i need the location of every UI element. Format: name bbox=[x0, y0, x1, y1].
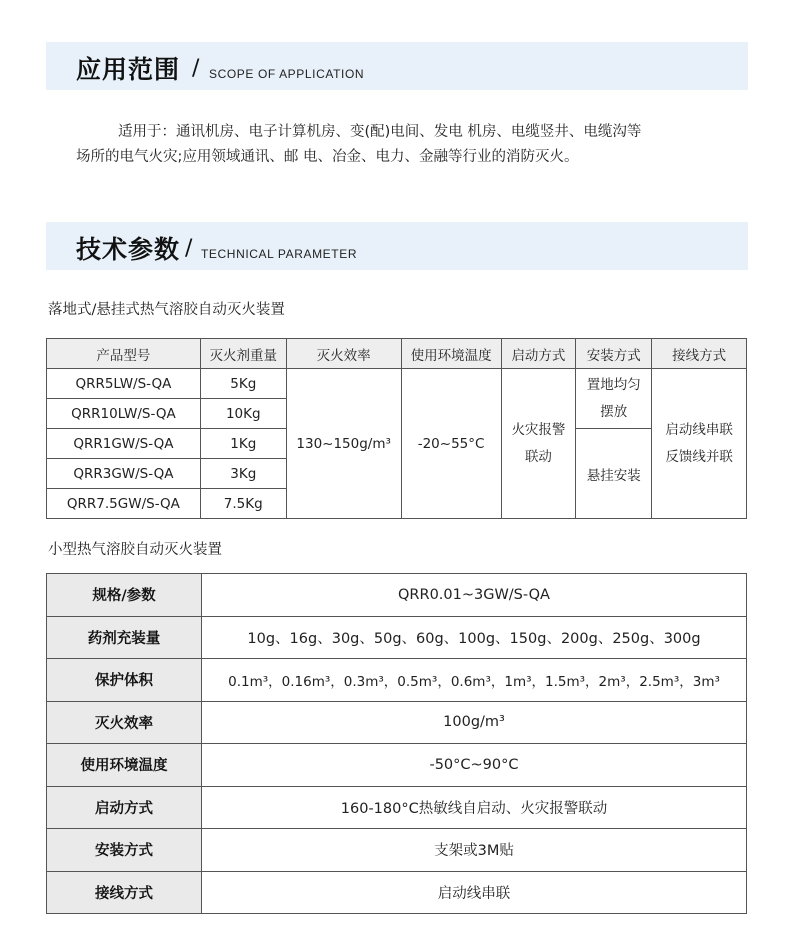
param-value: 0.1m³，0.16m³，0.3m³，0.5m³，0.6m³，1m³，1.5m³，2m³，2.5m³，3m³ bbox=[202, 659, 747, 702]
param-label: 保护体积 bbox=[47, 659, 202, 702]
model-cell: QRR3GW/S-QA bbox=[47, 459, 201, 489]
scope-line-1: 适用于：通讯机房、电子计算机房、变(配)电间、发电 机房、电缆竖井、电缆沟等 bbox=[118, 124, 642, 140]
param-label: 安装方式 bbox=[47, 829, 202, 872]
section-header-technical bbox=[46, 222, 748, 270]
title-separator: / bbox=[185, 236, 193, 261]
title-separator: / bbox=[192, 56, 200, 81]
start-mode-line: 火灾报警 bbox=[511, 421, 566, 438]
param-value: -50°C~90°C bbox=[202, 744, 747, 787]
start-mode-cell bbox=[501, 369, 576, 519]
table-row bbox=[47, 616, 747, 659]
wiring-line: 反馈线并联 bbox=[665, 448, 733, 465]
start-mode-line: 联动 bbox=[524, 448, 552, 465]
header-cell: 灭火效率 bbox=[286, 339, 401, 369]
model-cell: QRR1GW/S-QA bbox=[47, 429, 201, 459]
table2-caption: 小型热气溶胶自动灭火装置 bbox=[48, 542, 222, 558]
scope-line-2: 场所的电气火灾;应用领域通讯、邮 电、冶金、电力、金融等行业的消防灭火。 bbox=[76, 149, 579, 165]
install-hanging-cell: 悬挂安装 bbox=[576, 429, 652, 519]
header-cell: 接线方式 bbox=[652, 339, 747, 369]
wiring-cell bbox=[652, 369, 747, 519]
header-cell: 安装方式 bbox=[576, 339, 652, 369]
section-header-scope bbox=[46, 42, 748, 90]
header-cell: 产品型号 bbox=[47, 339, 201, 369]
section-title: 应用范围 bbox=[76, 55, 181, 84]
weight-cell: 7.5Kg bbox=[200, 489, 286, 519]
install-floor-cell bbox=[576, 369, 652, 429]
table-row bbox=[47, 659, 747, 702]
param-label: 规格/参数 bbox=[47, 574, 202, 617]
table-row bbox=[47, 786, 747, 829]
temperature-cell: -20~55°C bbox=[401, 369, 501, 519]
table-row bbox=[47, 744, 747, 787]
table-row bbox=[47, 574, 747, 617]
weight-cell: 1Kg bbox=[200, 429, 286, 459]
scope-paragraph bbox=[78, 120, 738, 170]
table-row bbox=[47, 829, 747, 872]
table-row bbox=[47, 701, 747, 744]
section-subtitle: SCOPE OF APPLICATION bbox=[209, 67, 365, 81]
param-label: 启动方式 bbox=[47, 786, 202, 829]
model-cell: QRR10LW/S-QA bbox=[47, 399, 201, 429]
param-label: 药剂充装量 bbox=[47, 616, 202, 659]
table1-caption: 落地式/悬挂式热气溶胶自动灭火装置 bbox=[48, 302, 285, 318]
param-value: 160-180°C热敏线自启动、火灾报警联动 bbox=[202, 786, 747, 829]
header-cell: 使用环境温度 bbox=[401, 339, 501, 369]
spec-table-floor-hanging bbox=[46, 338, 747, 519]
weight-cell: 10Kg bbox=[200, 399, 286, 429]
model-cell: QRR7.5GW/S-QA bbox=[47, 489, 201, 519]
param-label: 灭火效率 bbox=[47, 701, 202, 744]
table-header-row bbox=[47, 339, 747, 369]
header-cell: 灭火剂重量 bbox=[200, 339, 286, 369]
header-cell: 启动方式 bbox=[501, 339, 576, 369]
spec-table-small bbox=[46, 573, 747, 914]
param-value: 10g、16g、30g、50g、60g、100g、150g、200g、250g、300g bbox=[202, 616, 747, 659]
model-cell: QRR5LW/S-QA bbox=[47, 369, 201, 399]
table-row bbox=[47, 369, 747, 399]
install-line: 置地均匀 bbox=[586, 376, 641, 393]
param-value: 启动线串联 bbox=[202, 871, 747, 914]
param-value: QRR0.01~3GW/S-QA bbox=[202, 574, 747, 617]
wiring-line: 启动线串联 bbox=[665, 421, 733, 438]
weight-cell: 3Kg bbox=[200, 459, 286, 489]
table-row bbox=[47, 871, 747, 914]
section-subtitle: TECHNICAL PARAMETER bbox=[201, 247, 358, 261]
install-line: 摆放 bbox=[600, 403, 628, 420]
param-value: 100g/m³ bbox=[202, 701, 747, 744]
section-title: 技术参数 bbox=[76, 235, 181, 264]
param-value: 支架或3M贴 bbox=[202, 829, 747, 872]
param-label: 接线方式 bbox=[47, 871, 202, 914]
efficiency-cell: 130~150g/m³ bbox=[286, 369, 401, 519]
weight-cell: 5Kg bbox=[200, 369, 286, 399]
param-label: 使用环境温度 bbox=[47, 744, 202, 787]
